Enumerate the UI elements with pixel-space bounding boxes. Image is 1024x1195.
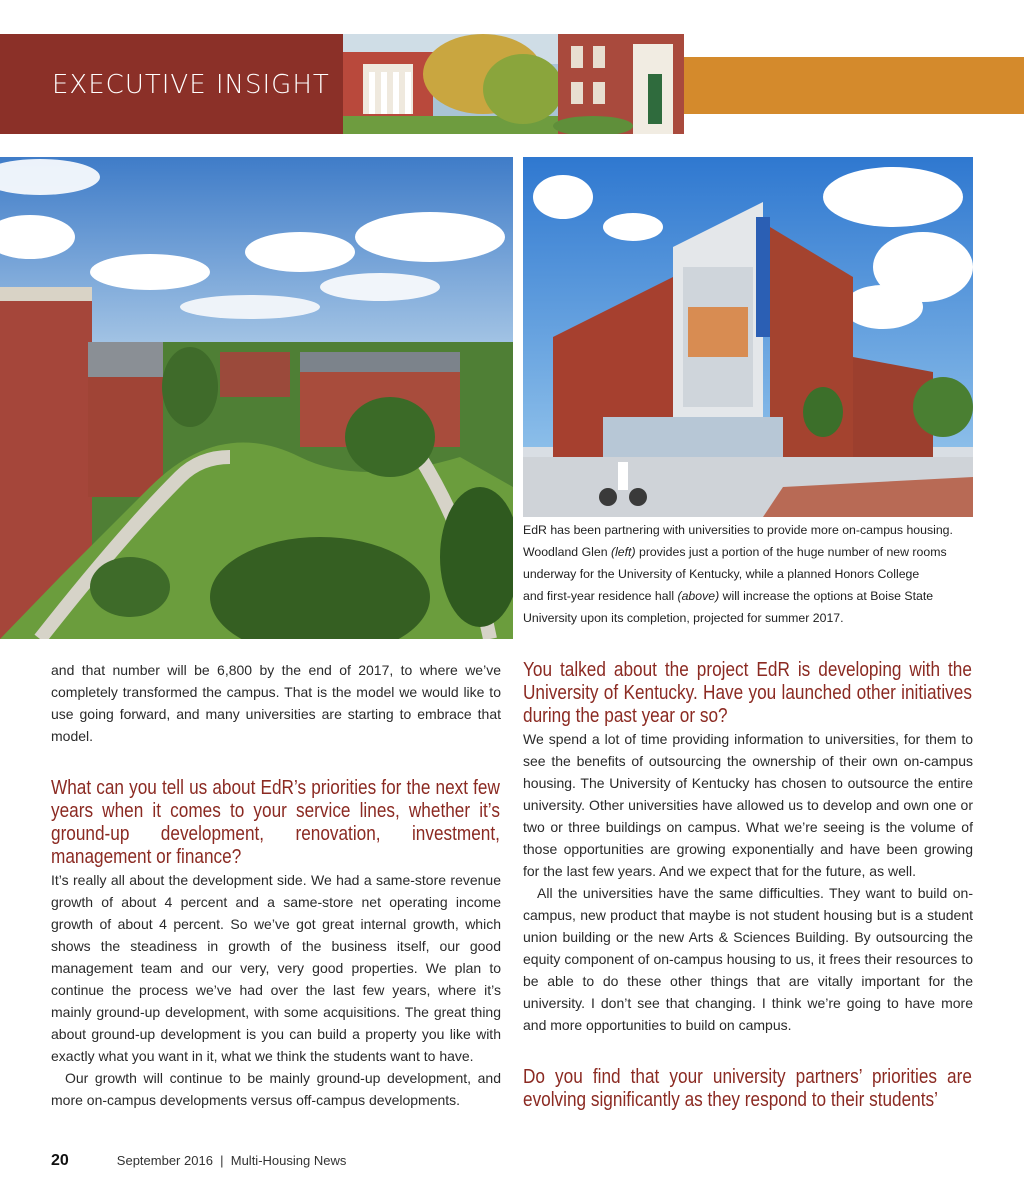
article-column-left: [51, 659, 501, 1111]
caption-text: University upon its completion, projected for summer 2017.: [523, 611, 844, 625]
interview-question: What can you tell us about EdR’s priorities for the next few years when it comes to your service lines, whether it’s ground-up development, renovation, investment, management or finance?: [51, 777, 500, 868]
photo-caption: [523, 519, 983, 629]
body-paragraph: All the universities have the same difficulties. They want to build on-campus, new product that maybe is not student housing but is a student union building or the new Arts & Sciences Building. By outsourcing the equity component of on-campus housing to us, it frees their resources to be able to do these other things that are vitally important for the university. I don’t see that changing. I think we’re going to have more and more opportunities to build on campus.: [523, 885, 973, 1033]
page-number: 20: [51, 1152, 69, 1169]
caption-text: and first-year residence hall: [523, 589, 678, 603]
caption-text: underway for the University of Kentucky, while a planned Honors College: [523, 567, 920, 581]
caption-emphasis: (left): [610, 545, 636, 559]
banner-campus-photo: [343, 34, 684, 134]
body-paragraph: It’s really all about the development side. We had a same-store revenue growth of about 4 percent and a same-store net operating income growth of about 4 percent. So we’ve got great internal growth, which shows the steadiness in growth of the business itself, our good management team and our very, very good properties. We plan to continue the process we’ve had over the last few years, where it’s mainly ground-up development, with some acquisitions. The great thing about ground-up development is you can build a property you like with exactly what you want in it, what we think the students want to have.: [51, 872, 501, 1064]
caption-emphasis: (above): [677, 589, 720, 603]
caption-text: will increase the options at Boise State: [719, 589, 934, 603]
page-footer: [51, 1152, 346, 1170]
caption-text: Woodland Glen: [523, 545, 611, 559]
body-paragraph: We spend a lot of time providing information to universities, for them to see the benefits of outsourcing the ownership of their own on-campus housing. The University of Kentucky has chosen to outsource the entire university. Other universities have allowed us to develop and own one or two or three buildings on campus. What we’re seeing is the volume of those opportunities are growing exponentially and have been growing for the last few years. And we expect that for the future, as well.: [523, 731, 973, 879]
article-column-right: [523, 659, 973, 1112]
caption-line: [523, 519, 983, 541]
caption-line: [523, 541, 983, 563]
caption-text: provides just a portion of the huge number of new rooms: [635, 545, 947, 559]
interview-question: You talked about the project EdR is developing with the University of Kentucky. Have you launched other initiatives during the past year or so?: [523, 659, 972, 727]
section-banner-accent: [684, 57, 1024, 114]
caption-line: [523, 607, 983, 629]
body-paragraph: and that number will be 6,800 by the end of 2017, to where we’ve completely transformed the campus. That is the model we would like to use going forward, and many universities are starting to embrace that model.: [51, 662, 501, 744]
section-title: EXECUTIVE INSIGHT: [52, 70, 330, 100]
body-paragraph: Our growth will continue to be mainly ground-up development, and more on-campus developments versus off-campus developments.: [51, 1070, 501, 1108]
caption-text: EdR has been partnering with universities to provide more on-campus housing.: [523, 523, 953, 537]
honors-college-rendering: [523, 157, 973, 517]
caption-line: [523, 585, 983, 607]
caption-line: [523, 563, 983, 585]
interview-question: Do you find that your university partners’ priorities are evolving significantly as they respond to their students’: [523, 1066, 972, 1111]
publication-credit: September 2016 | Multi-Housing News: [116, 1153, 347, 1168]
woodland-glen-photo: [0, 157, 513, 639]
